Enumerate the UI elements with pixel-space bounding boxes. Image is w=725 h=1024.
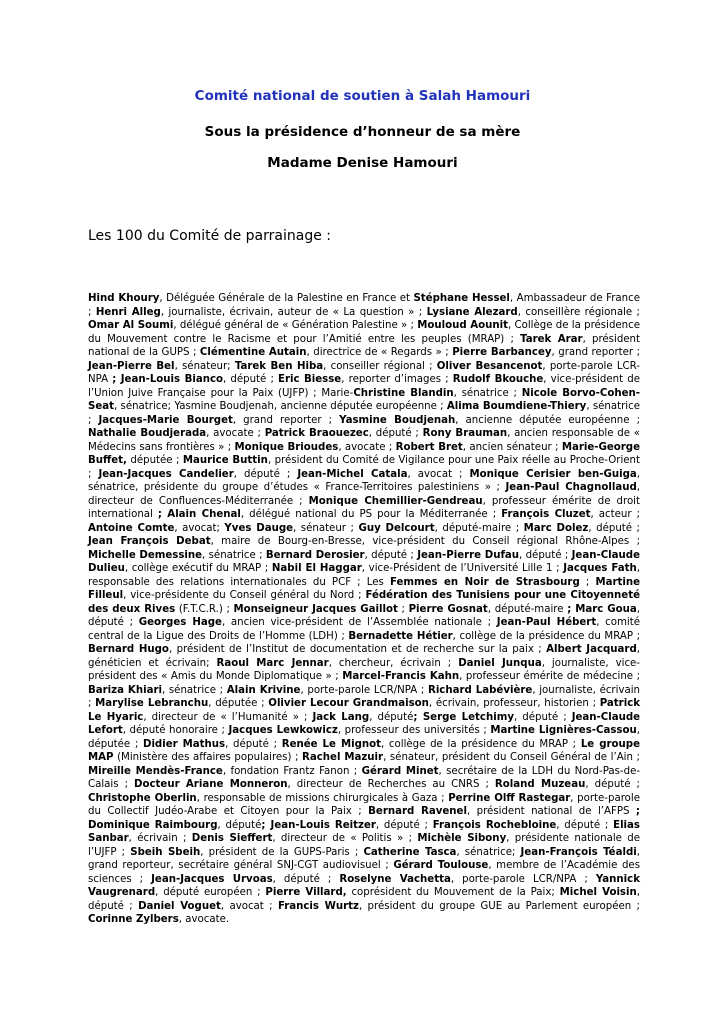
sponsor-name: Jean-Claude Dulieu (88, 549, 640, 574)
sponsor-description: , député ; (88, 603, 640, 628)
sponsor-name: Mireille Mendès-France (88, 765, 223, 777)
sponsor-description: , député-maire ; (434, 522, 524, 534)
sponsor-description: ; (397, 603, 409, 615)
sponsor-name: Georges Hage (138, 617, 222, 628)
sponsor-name: Antoine Comte (88, 522, 175, 534)
sponsor-description: , secrétaire de la LDH du Nord-Pas-de-Calais ; (88, 765, 641, 790)
sponsor-description: , Collège de la présidence du Mouvement contre le Racisme et pour l’Amitié entre les peuples (MRAP) ; (88, 320, 641, 345)
sponsor-description: , journaliste, écrivain, auteur de « La question » ; (160, 306, 427, 318)
sponsor-description: , maire de Bourg-en-Bresse, vice-président du Conseil régional Rhône-Alpes ; (210, 536, 640, 547)
sponsor-name: Jean-Claude Lefort (88, 711, 641, 736)
sponsor-description: , sénatrice; (456, 846, 521, 858)
sponsor-description: , président de l’Institut de documentation et de recherche sur la paix ; (168, 644, 547, 655)
sponsor-description: , député-maire (487, 603, 568, 615)
sponsor-name: Eric Biesse (278, 374, 342, 385)
sponsor-name: Jean-Michel Catala (297, 468, 408, 480)
sponsor-name: Roselyne Vachetta (339, 873, 451, 885)
sponsor-name: Nabil El Haggar (271, 563, 362, 574)
sponsor-description: , vice-président de l’Union Juive Française pour la Paix (UJFP) ; Marie- (88, 374, 640, 399)
sponsor-description: , président du groupe GUE au Parlement européen ; (358, 900, 640, 912)
sponsor-description: , avocat ; (407, 468, 470, 480)
sponsor-name: Jean-Jacques Candelier (98, 468, 234, 480)
sponsor-description: , responsable de missions chirurgicales à Gaza ; (196, 792, 449, 804)
sponsor-name: Martine Lignières-Cassou (490, 725, 637, 736)
sponsor-description: , responsable des relations internationales du PCF ; Les (88, 563, 640, 588)
sponsor-name: Gérard Toulouse (393, 860, 489, 871)
sponsor-description: , avocate. (178, 914, 230, 925)
sponsor-name: Marie-George Buffet, (88, 441, 640, 466)
sponsor-name: ; Alain Chenal (157, 509, 241, 520)
sponsor-description: , délégué national du PS pour la Méditerranée ; (240, 509, 502, 520)
sponsor-description: , journaliste, écrivain ; (88, 684, 641, 709)
sponsor-description: , membre de l’Académie des sciences ; (88, 860, 641, 885)
sponsor-description: , députée ; (208, 698, 269, 709)
sponsor-name: ; Marc Goua (567, 603, 637, 615)
sponsor-name: Mouloud Aounit (417, 320, 508, 331)
sponsor-name: Perrine Olff Rastegar (448, 792, 571, 804)
sponsor-description: , député ; (272, 873, 340, 885)
sponsor-description: , professeur émérite de droit international (88, 495, 640, 520)
sponsor-description: , vice-Président de l’Université Lille 1 ; (361, 563, 564, 574)
sponsor-name: Jean-François Téaldi (520, 846, 637, 858)
sponsor-description: ; (579, 576, 596, 588)
sponsor-name: Henri Alleg (95, 306, 161, 318)
sponsor-name: Jean-Paul Chagnollaud (505, 482, 637, 493)
sponsor-description: , député ; (225, 738, 282, 750)
sponsor-name: Raoul Marc Jennar (216, 657, 329, 669)
sponsor-name: Francis Wurtz (277, 900, 359, 912)
sponsor-name: Jean-Paul Hébert (496, 617, 597, 628)
sponsor-description: , sénatrice ; (161, 684, 227, 696)
sponsor-description: , directeur de « Politis » ; (272, 833, 418, 844)
sponsor-name: Hind Khoury (88, 293, 160, 304)
sponsor-description: , ancien vice-président de l’Assemblée nationale ; (221, 617, 497, 628)
sponsor-name: Marylise Lebranchu (95, 698, 209, 709)
sponsor-name: Yasmine Boudjenah (339, 414, 456, 426)
sponsor-description: , ancien responsable de « Médecins sans frontières » ; (88, 428, 640, 453)
sponsor-description: , professeur émérite de médecine ; (459, 671, 640, 682)
sponsor-description: , fondation Frantz Fanon ; (222, 765, 362, 777)
sponsor-description: (Ministère des affaires populaires) ; (113, 752, 303, 763)
sponsor-description: coprésident du Mouvement de la Paix; (346, 887, 560, 898)
sponsor-name: Clémentine Autain (199, 347, 307, 358)
sponsor-name: Pierre Barbancey (452, 347, 552, 358)
sponsor-name: Jacques Lewkowicz (228, 725, 338, 736)
sponsor-description: , directrice de « Regards » ; (306, 347, 453, 358)
sponsor-name: Gérard Minet (361, 765, 439, 777)
sponsor-description: , porte-parole LCR-NPA (88, 360, 640, 385)
sponsor-description: , président national de la GUPS ; (88, 333, 641, 358)
sponsor-description: , députée ; (88, 725, 640, 750)
sponsor-name: Renée Le Mignot (281, 738, 381, 750)
sponsor-description: , grand reporter ; (232, 414, 340, 426)
sponsor-description: , écrivain, professeur, historien ; (428, 698, 600, 709)
committee-title: Comité national de soutien à Salah Hamouri (194, 88, 531, 104)
sponsor-name: Bernadette Hétier (348, 630, 453, 642)
sponsor-name: Lysiane Alezard (426, 306, 518, 318)
sponsor-name: Albert Jacquard (546, 644, 637, 655)
sponsorship-section-label: Les 100 du Comité de parrainage : (88, 228, 331, 244)
sponsor-description: , directeur de « l’Humanité » ; (143, 711, 313, 723)
sponsor-name: Yves Dauge (224, 522, 294, 534)
sponsor-name: Bariza Khiari (88, 684, 162, 696)
sponsor-description: , ancienne députée européenne ; (455, 414, 640, 426)
sponsor-description: , sénatrice ; (202, 549, 266, 561)
sponsor-description: , généticien et écrivain; (88, 644, 640, 669)
sponsor-name: Denis Sieffert (191, 833, 273, 844)
honorary-president-name: Madame Denise Hamouri (267, 155, 458, 171)
sponsor-name: Sbeih Sbeih (130, 846, 201, 858)
sponsor-name: Stéphane Hessel (413, 293, 510, 304)
sponsor-name: Nathalie Boudjerada (88, 428, 207, 439)
sponsor-description: , porte-parole LCR/NPA ; (300, 684, 428, 696)
sponsor-name: Jean-Pierre Dufau (417, 549, 520, 561)
sponsor-name: Corinne Zylbers (88, 914, 179, 925)
sponsor-name: Monique Brioudes (234, 441, 339, 453)
sponsor-description: , député ; (519, 549, 572, 561)
sponsor-description: , ancien sénateur ; (462, 441, 562, 453)
sponsor-description: , conseillère régionale ; (517, 306, 640, 318)
sponsor-name: Jean-Jacques Urvoas (151, 873, 273, 885)
sponsor-name: Oliver Besancenot (436, 360, 543, 372)
sponsor-name: Alain Krivine (226, 684, 301, 696)
sponsor-description: , sénateur, président du Conseil Général de l’Ain ; (383, 752, 640, 763)
sponsor-description: , avocate ; (338, 441, 396, 453)
sponsor-name: Daniel Junqua (458, 657, 542, 669)
sponsor-description: , directeur de Confluences-Méditerranée ; (88, 482, 641, 507)
sponsor-name: Michelle Demessine (88, 549, 203, 561)
sponsor-description: , collège de la présidence du MRAP ; (380, 738, 581, 750)
sponsor-name: ; Dominique Raimbourg (88, 806, 640, 831)
sponsor-name: Bernard Hugo (88, 644, 169, 655)
sponsors-list-paragraph (88, 292, 640, 927)
sponsor-name: Yannick Vaugrenard (88, 873, 640, 898)
sponsor-description: , avocat; (174, 522, 225, 534)
sponsor-name: Marc Dolez (523, 522, 589, 534)
sponsor-name: François Rochebloine (432, 819, 557, 831)
sponsor-description: , grand reporteur, secrétaire général SNJ-CGT audiovisuel ; (88, 846, 640, 871)
sponsor-name: François Cluzet (501, 509, 591, 520)
sponsor-description: , député ; (368, 428, 423, 439)
sponsor-description: , présidente nationale de l’UJFP ; (88, 833, 641, 858)
sponsor-name: ; Serge Letchimy (413, 711, 514, 723)
sponsor-description: députée ; (126, 455, 183, 466)
sponsor-name: Alima Boumdiene-Thiery (446, 401, 587, 412)
sponsor-description: , sénateur ; (293, 522, 359, 534)
sponsor-name: Patrick Le Hyaric (88, 698, 641, 723)
sponsor-name: Didier Mathus (142, 738, 226, 750)
sponsor-description: , député ; (588, 522, 640, 534)
sponsor-name: Omar Al Soumi (88, 320, 174, 331)
sponsor-description: , chercheur, écrivain ; (328, 657, 459, 669)
sponsor-name: Pierre Gosnat (408, 603, 488, 615)
sponsor-name: Elias Sanbar (88, 819, 640, 844)
sponsor-description: , vice-présidente du Conseil général du Nord ; (123, 590, 366, 601)
sponsor-name: Martine Filleul (88, 576, 641, 601)
sponsor-name: Femmes en Noir de Strasbourg (389, 576, 580, 588)
sponsor-name: Monique Chemillier-Gendreau (308, 495, 483, 507)
sponsor-description: , député honoraire ; (122, 725, 229, 736)
sponsor-description: , avocate ; (206, 428, 265, 439)
sponsor-name: Bernard Derosier (265, 549, 365, 561)
sponsor-name: Richard Labévière (427, 684, 533, 696)
sponsor-description: , député (217, 819, 262, 831)
sponsor-description: , délégué général de « Génération Palestine » ; (173, 320, 418, 331)
sponsor-name: Bernard Ravenel (368, 806, 467, 817)
sponsor-description: , député (369, 711, 414, 723)
sponsor-description: , conseiller régional ; (323, 360, 437, 372)
sponsor-description: , député ; (585, 779, 640, 790)
sponsor-description: , président national de l’AFPS (466, 806, 636, 817)
sponsor-name: Olivier Lecour Grandmaison (268, 698, 429, 709)
sponsor-description: , député ; (556, 819, 614, 831)
sponsor-description: (F.T.C.R.) ; (175, 603, 234, 615)
sponsor-name: Docteur Ariane Monneron (134, 779, 288, 790)
sponsor-description: , président du Comité de Vigilance pour une Paix réelle au Proche-Orient ; (88, 455, 640, 480)
sponsor-description: , président de la GUPS-Paris ; (200, 846, 364, 858)
sponsor-description: , comité central de la Ligue des Droits de l’Homme (LDH) ; (88, 617, 641, 642)
sponsor-name: Jean-Pierre Bel (88, 360, 175, 372)
sponsor-name: Jacques-Marie Bourget (98, 414, 233, 426)
sponsor-description: , journaliste, vice-président des « Amis du Monde Diplomatique » ; (88, 657, 640, 682)
sponsor-name: Guy Delcourt (358, 522, 435, 534)
sponsor-description: , avocat ; (220, 900, 278, 912)
sponsor-name: Fédération des Tunisiens pour une Citoyenneté des deux Rives (88, 590, 640, 615)
sponsor-description: , collège exécutif du MRAP ; (124, 563, 272, 574)
sponsor-description: , directeur de Recherches au CNRS ; (287, 779, 495, 790)
sponsor-description: , député européen ; (155, 887, 266, 898)
sponsor-name: Rachel Mazuir (302, 752, 384, 763)
sponsor-description: , sénatrice ; (88, 401, 640, 426)
presidency-subtitle: Sous la présidence d’honneur de sa mère (204, 124, 521, 140)
sponsor-name: Tarek Ben Hiba (234, 360, 324, 372)
sponsor-name: Nicole Borvo-Cohen-Seat (88, 387, 640, 412)
sponsor-name: Patrick Braouezec (264, 428, 369, 439)
sponsor-description: , acteur ; (590, 509, 641, 520)
sponsor-name: Jacques Fath (563, 563, 637, 574)
sponsor-name: Marcel-Francis Kahn (342, 671, 460, 682)
sponsor-name: Maurice Buttin (182, 455, 268, 466)
sponsor-description: , député ; (513, 711, 572, 723)
sponsor-name: Pierre Villard, (265, 887, 347, 898)
sponsor-name: Michèle Sibony (417, 833, 507, 844)
sponsor-name: Monique Cerisier ben-Guiga (469, 468, 637, 480)
sponsor-description: , sénatrice ; (453, 387, 522, 399)
sponsor-name: ; Jean-Louis Bianco (112, 374, 223, 385)
sponsor-name: ; Jean-Louis Reitzer (261, 819, 376, 831)
sponsor-description: , professeur des universités ; (337, 725, 491, 736)
sponsor-description: , reporter d’images ; (341, 374, 453, 385)
sponsor-name: Tarek Arar (520, 333, 583, 345)
sponsor-description: , député ; (364, 549, 418, 561)
sponsor-name: Rony Brauman (422, 428, 508, 439)
sponsor-name: Daniel Voguet (138, 900, 221, 912)
sponsor-description: , député ; (375, 819, 433, 831)
sponsor-description: , sénateur; (174, 360, 235, 372)
sponsor-description: , porte-parole du Collectif Judéo-Arabe et Citoyen pour la Paix ; (88, 792, 640, 817)
sponsor-name: Monseigneur Jacques Gaillot (233, 603, 398, 615)
sponsor-name: Jack Lang (312, 711, 370, 723)
sponsor-name: Catherine Tasca (363, 846, 457, 858)
sponsor-description: , député ; (233, 468, 298, 480)
sponsor-description: , Ambassadeur de France ; (88, 293, 640, 318)
sponsor-name: Le groupe MAP (88, 738, 640, 763)
sponsor-description: , député ; (223, 374, 279, 385)
sponsor-name: Roland Muzeau (494, 779, 586, 790)
sponsor-description: , Déléguée Générale de la Palestine en France et (159, 293, 414, 304)
sponsor-name: Rudolf Bkouche (452, 374, 544, 385)
sponsor-name: Jean François Debat (88, 536, 211, 547)
sponsor-description: , écrivain ; (128, 833, 192, 844)
sponsor-description: , porte-parole LCR/NPA ; (450, 873, 596, 885)
sponsor-name: Robert Bret (395, 441, 463, 453)
sponsor-description: , grand reporter ; (551, 347, 641, 358)
sponsor-name: Christophe Oberlin (88, 792, 197, 804)
sponsor-description: , sénatrice; Yasmine Boudjenah, ancienne députée européenne ; (114, 401, 447, 412)
sponsor-description: , collège de la présidence du MRAP ; (452, 630, 640, 642)
sponsor-name: Christine Blandin (353, 387, 454, 399)
sponsor-description: , député ; (88, 887, 640, 912)
sponsor-description: , sénatrice, présidente du groupe d’études « France-Territoires palestiniens » ; (88, 468, 641, 493)
sponsor-name: Michel Voisin (559, 887, 637, 898)
